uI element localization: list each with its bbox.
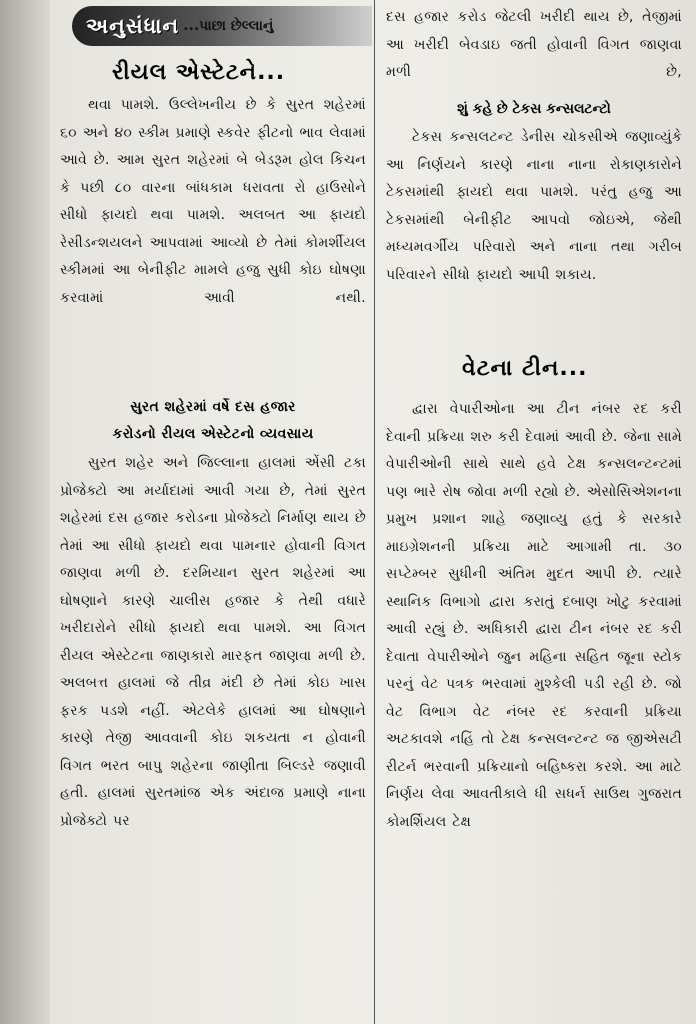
left-subhead-line-2: કરોડનો રીયલ એસ્ટેટનો વ્યવસાય — [112, 426, 314, 442]
left-paragraph-2: સુરત શહેર અને જિલ્લાના હાલમાં એંસી ટકા પ્રોજેક્ટો આ મર્યાદામાં આવી ગયા છે, તેમાં સુરત શહેરમાં દસ હજાર કરોડના પ્રોજેક્ટો નિર્માણ થાય છે તેમાં આ સીધો ફાયદો થવા પામનાર હોવાની વિગત જાણવા મળી છે. દરમિયાન સુરત શહેરમાં આ ઘોષણાને કારણે ચાલીસ હજાર કે તેથી વધારે ખરીદારોને સીધો ફાયદો થવા પામશે. આ વિગત રીયલ એસ્ટેટના જાણકારો મારફત જાણવા મળી છે. અલબત્ત હાલમાં જે તીવ્ર મંદી છે તેમાં કોઇ ખાસ ફરક પડશે નહીં. એટલેકે હાલમાં આ ઘોષણાને કારણે તેજી આવવાની કોઇ શકયતા ન હોવાની વિગત ભરત બાપુ શહેરના જાણીતા બિલ્ડરે જણાવી હતી. હાલમાં સુરતમાંજ એક અંદાજ પ્રમાણે નાના પ્રોજેક્ટો પર — [60, 455, 366, 829]
column-divider — [374, 0, 375, 1024]
banner-title: અનુસંધાન — [86, 13, 180, 38]
continuation-banner — [72, 6, 372, 46]
page-margin — [0, 0, 50, 1024]
right-paragraph-2: ટેકસ કન્સલટન્ટ ડેનીસ ચોકસીએ જણાવ્યુંકે આ નિર્ણયને કારણે નાના નાના રોકાણકારોને ટેકસમાંથી ફાયદો થવા પામશે. પરંતુ હજુ આ ટેકસમાંથી બેનીફીટ આપવો જોઇએ, જેથી મધ્યમવર્ગીય પરિવારો અને નાના તથા ગરીબ પરિવારને સીધો ફાયદો આપી શકાય. — [386, 129, 682, 283]
right-paragraph-3: દ્વારા વેપારીઓના આ ટીન નંબર રદ કરી દેવાની પ્રક્રિયા શરુ કરી દેવામાં આવી છે. જેના સામે વેપારીઓની સાથે સાથે હવે ટેક્ષ કન્સલન્ટન્ટમાં પણ ભારે રોષ જોવા મળી રહ્યો છે. એસોસિએશનના પ્રમુખ પ્રશાન શાહે જણાવ્યુ હતું કે સરકારે માઇગ્રેશનની પ્રક્રિયા માટે આગામી તા. ૩૦ સપ્ટેમ્બર સુધીની અંતિમ મુદત આપી છે. ત્યારે સ્થાનિક વિભાગો દ્વારા કરાતું દબાણ ખોટુ કરવામાં આવી રહ્યું છે. અધિકારી દ્વારા ટીન નંબર રદ કરી દેવાતા વેપારીઓને જુન મહિના સહિત જૂના સ્ટોક પરનું વેટ પત્રક ભરવામાં મુશ્કેલી પડી રહી છે. જો વેટ વિભાગ વેટ નંબર રદ કરવાની પ્રક્રિયા અટકાવશે નહિં તો ટેક્ષ કન્સલન્ટન્ટ જ જીએસટી રીટર્ન ભરવાની પ્રક્રિયાનો બહિષ્કરા કરશે. આ માટે નિર્ણય લેવા આવતીકાલે ધી સધર્ન સાઉથ ગુજરાત કોમર્શિયલ ટેક્ષ — [386, 401, 682, 830]
left-article-headline: રીયલ એસ્ટેટને... — [112, 60, 286, 85]
right-subhead: શું કહે છે ટેકસ કન્સલટન્ટો — [457, 101, 611, 117]
banner-subtitle: ...પાછા છેલ્લાનું — [183, 18, 274, 34]
left-paragraph-1: થવા પામશે. ઉલ્લેખનીય છે કે સુરત શહેરમાં ૬૦ અને ૪૦ સ્કીમ પ્રમાણે સ્કવેર ફીટનો ભાવ લેવામાં આવે છે. આમ સુરત શહેરમાં બે બેડરૂમ હોલ કિચન કે પછી ૮૦ વારના બાંધકામ ધરાવતા રો હાઉસોને સીધો ફાયદો થવા પામશે. અલબત આ ફાયદો રેસીડન્શયલને આપવામાં આવ્યો છે તેમાં કોમર્શીયલ સ્કીમમાં આ બેનીફીટ મામલે હજુ સુધી કોઇ ઘોષણા કરવામાં આવી નથી. — [60, 97, 366, 306]
left-subhead-line-1: સુરત શહેરમાં વર્ષે દસ હજાર — [130, 399, 296, 415]
right-article-headline: વેટના ટીન... — [462, 356, 588, 381]
right-paragraph-1: દસ હજાર કરોડ જેટલી ખરીદી થાય છે, તેજીમાં આ ખરીદી બેવડાઇ જતી હોવાની વિગત જાણવા મળી છે, — [386, 9, 682, 80]
